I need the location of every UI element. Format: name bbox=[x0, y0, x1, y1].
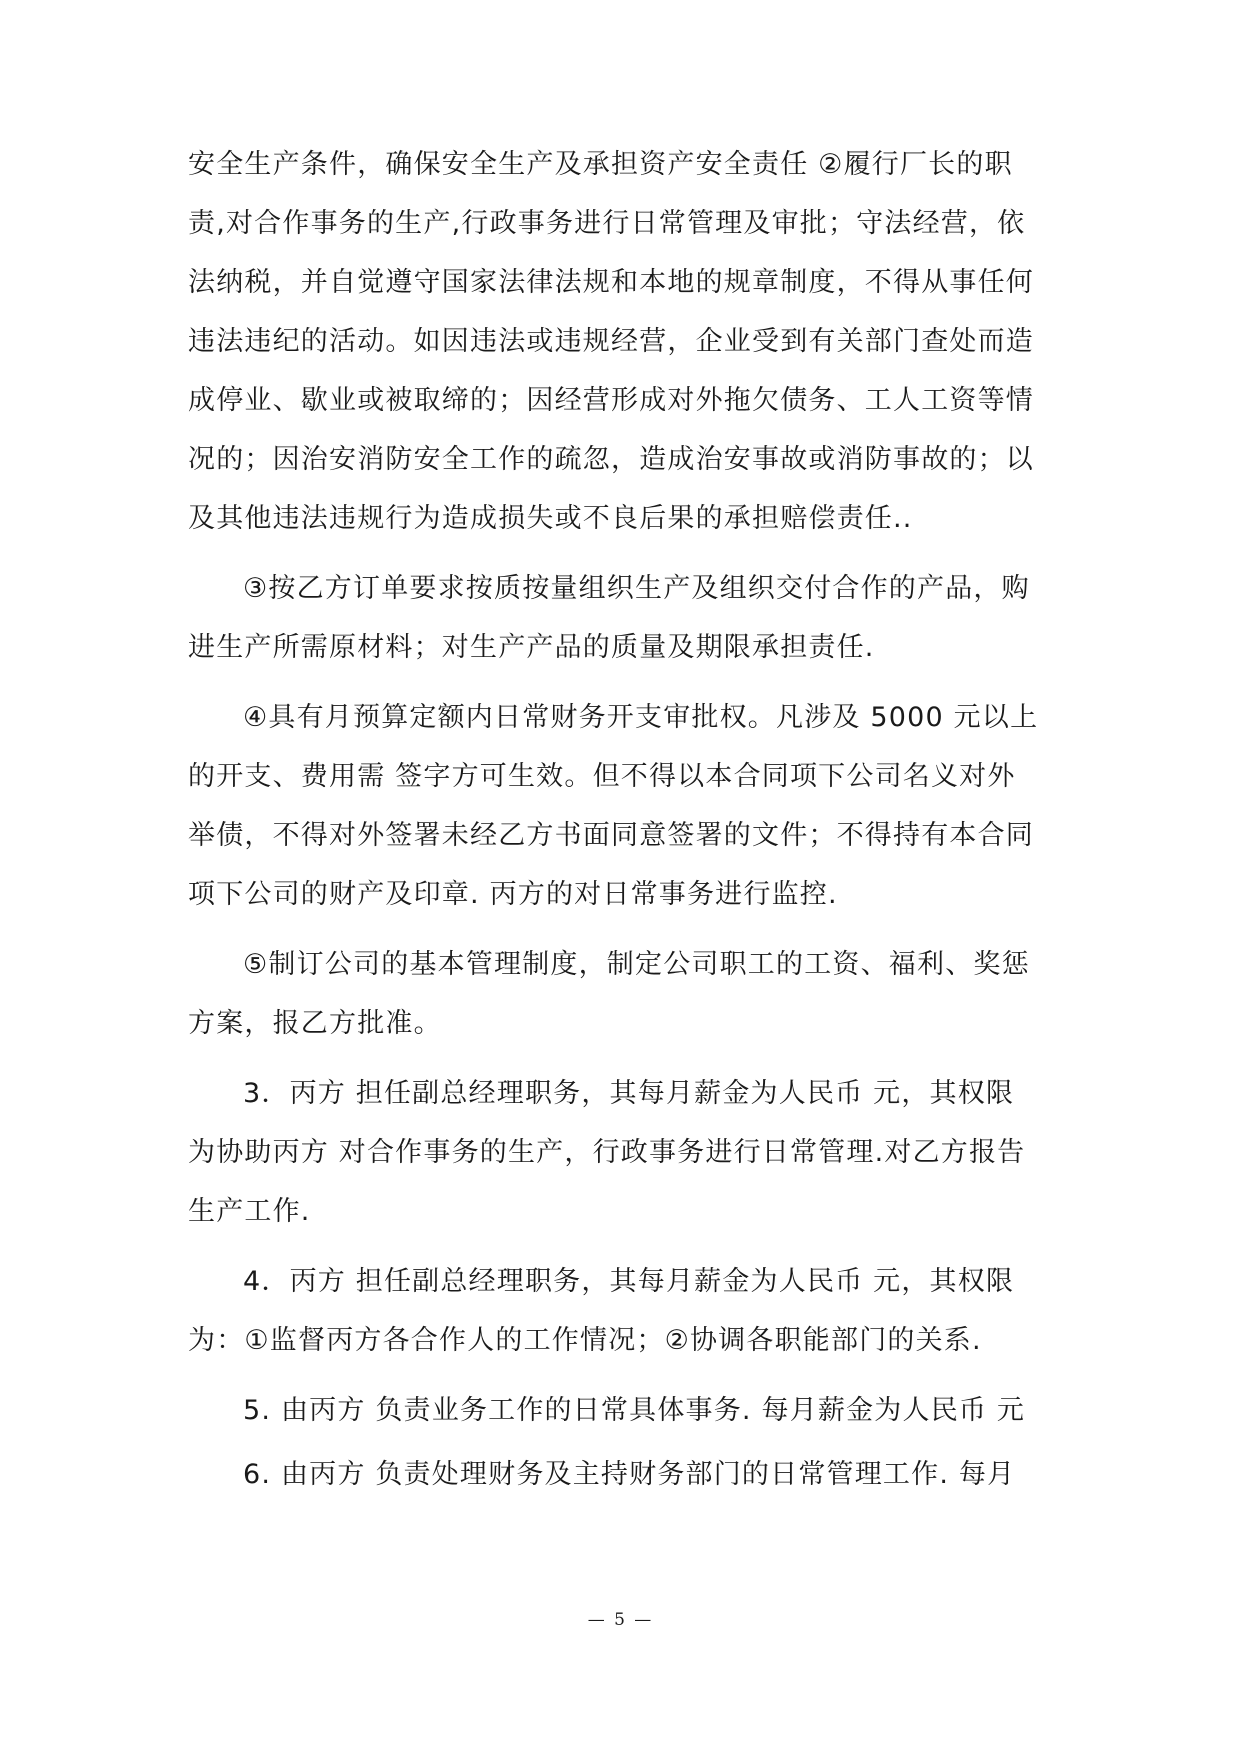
body-text-line: 况的；因治安消防安全工作的疏忽，造成治安事故或消防事故的；以 bbox=[188, 444, 1034, 475]
page-number: — 5 — bbox=[587, 1610, 654, 1630]
body-text-line: 的开支、费用需 签字方可生效。但不得以本合同项下公司名义对外 bbox=[188, 761, 1016, 792]
body-text-line: 项下公司的财产及印章. 丙方的对日常事务进行监控. bbox=[188, 879, 838, 910]
body-text-line: 责,对合作事务的生产,行政事务进行日常管理及审批；守法经营，依 bbox=[188, 208, 1026, 239]
body-text-line: 方案，报乙方批准。 bbox=[188, 1008, 442, 1039]
body-text-line: 安全生产条件，确保安全生产及承担资产安全责任 ②履行厂长的职 bbox=[188, 149, 1013, 180]
body-text-line: ④具有月预算定额内日常财务开支审批权。凡涉及 5000 元以上 bbox=[243, 702, 1039, 733]
body-text-line: 6. 由丙方 负责处理财务及主持财务部门的日常管理工作. 每月 bbox=[243, 1459, 1016, 1490]
body-text-line: 为协助丙方 对合作事务的生产，行政事务进行日常管理.对乙方报告 bbox=[188, 1137, 1026, 1168]
body-text-line: 及其他违法违规行为造成损失或不良后果的承担赔偿责任.. bbox=[188, 503, 913, 534]
body-text-line: 4．丙方 担任副总经理职务，其每月薪金为人民币 元，其权限 bbox=[243, 1266, 1015, 1297]
body-text-line: ⑤制订公司的基本管理制度，制定公司职工的工资、福利、奖惩 bbox=[243, 949, 1030, 980]
body-text-line: 生产工作. bbox=[188, 1196, 311, 1227]
body-text-line: 为：①监督丙方各合作人的工作情况；②协调各职能部门的关系. bbox=[188, 1325, 982, 1356]
body-text-line: 成停业、歇业或被取缔的；因经营形成对外拖欠债务、工人工资等情 bbox=[188, 385, 1034, 416]
body-text-line: ③按乙方订单要求按质按量组织生产及组织交付合作的产品，购 bbox=[243, 573, 1030, 604]
body-text-line: 进生产所需原材料；对生产产品的质量及期限承担责任. bbox=[188, 632, 875, 663]
body-text-line: 3．丙方 担任副总经理职务，其每月薪金为人民币 元，其权限 bbox=[243, 1078, 1015, 1109]
body-text-line: 法纳税，并自觉遵守国家法律法规和本地的规章制度，不得从事任何 bbox=[188, 267, 1034, 298]
body-text-line: 违法违纪的活动。如因违法或违规经营，企业受到有关部门查处而造 bbox=[188, 326, 1034, 357]
body-text-line: 举债，不得对外签署未经乙方书面同意签署的文件；不得持有本合同 bbox=[188, 820, 1034, 851]
body-text-line: 5. 由丙方 负责业务工作的日常具体事务. 每月薪金为人民币 元 bbox=[243, 1395, 1026, 1426]
